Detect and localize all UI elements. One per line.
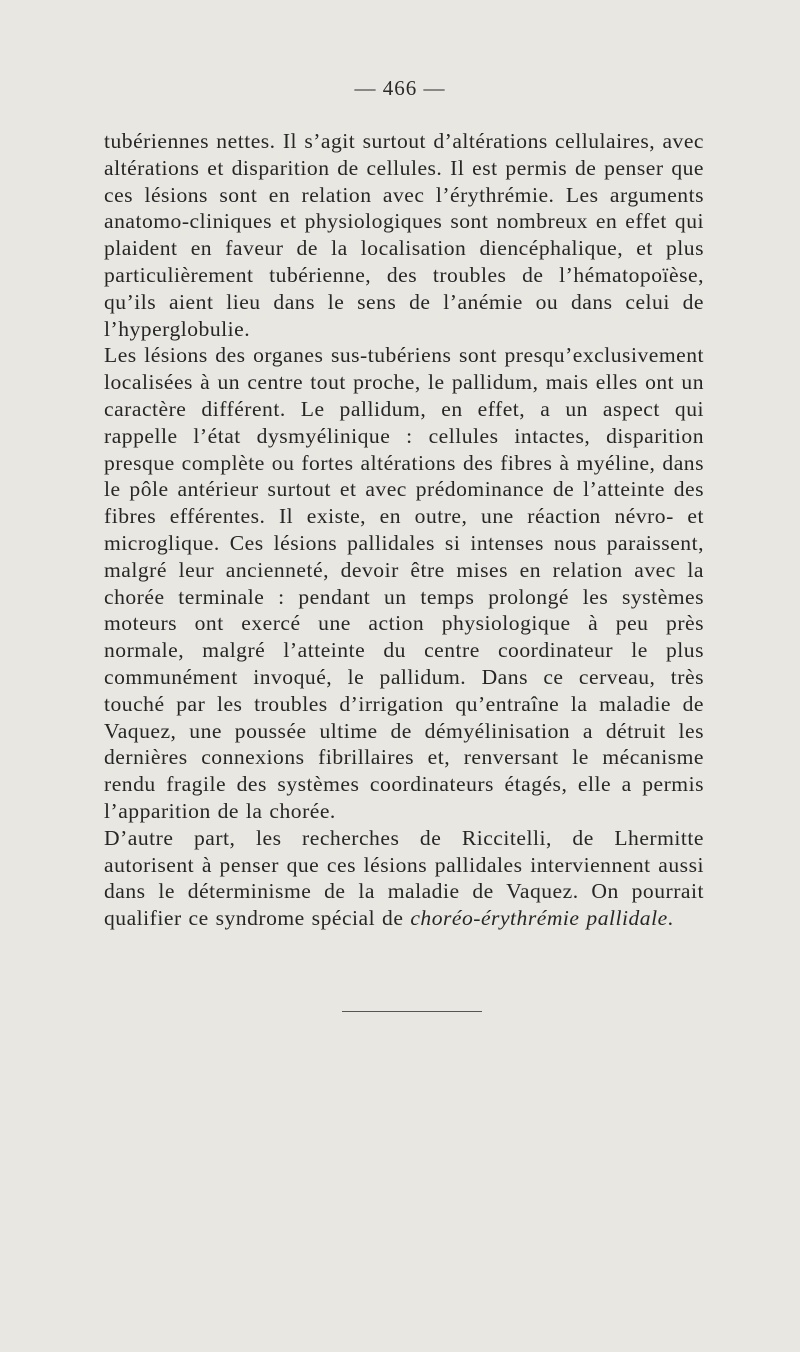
paragraph-1: tubériennes nettes. Il s’agit surtout d’altérations cellulaires, avec altérations et disparition de cellules. Il est permis de penser que ces lésions sont en relation avec l’érythrémie. Les arguments anatomo-cliniques et physiologiques sont nombreux en effet qui plaident en faveur de la localisation diencéphalique, et plus particulièrement tubérienne, des troubles de l’hématopoïèse, qu’ils aient lieu dans le sens de l’anémie ou dans celui de l’hyperglobulie.: [104, 129, 704, 341]
paragraph-2: Les lésions des organes sus-tubériens sont presqu’exclusivement localisées à un centre tout proche, le pallidum, mais elles ont un caractère différent. Le pallidum, en effet, a un aspect qui rappelle l’état dysmyélinique : cellules intactes, disparition presque complète ou fortes altérations des fibres à myéline, dans le pôle antérieur surtout et avec prédominance de l’atteinte des fibres efférentes. Il existe, en outre, une réaction névro- et microglique. Ces lésions pallidales si intenses nous paraissent, malgré leur ancienneté, devoir être mises en relation avec la chorée terminale : pendant un temps prolongé les systèmes moteurs ont exercé une action physiologique à peu près normale, malgré l’atteinte du centre coordinateur le plus communément invoqué, le pallidum. Dans ce cerveau, très touché par les troubles d’irrigation qu’entraîne la maladie de Vaquez, une poussée ultime de démyélinisation a détruit les dernières connexions fibrillaires et, renversant le mécanisme rendu fragile des systèmes coordinateurs étagés, elle a permis l’apparition de la chorée.: [104, 343, 704, 823]
paragraph-3: [104, 825, 704, 932]
page-number: — 466 —: [354, 76, 446, 100]
paragraph-3-text: D’autre part, les recherches de Riccitelli, de Lhermitte autorisent à penser que ces lésions pallidales interviennent aussi dans le déterminisme de la maladie de Vaquez. On pourrait qualifier ce syndrome spécial de: [104, 825, 704, 931]
paragraph-3-italic-term: choréo-érythrémie pallidale: [410, 906, 668, 931]
closing-rule: [342, 1011, 482, 1012]
body-text: [104, 128, 704, 932]
paragraph-3-end: .: [667, 906, 674, 931]
